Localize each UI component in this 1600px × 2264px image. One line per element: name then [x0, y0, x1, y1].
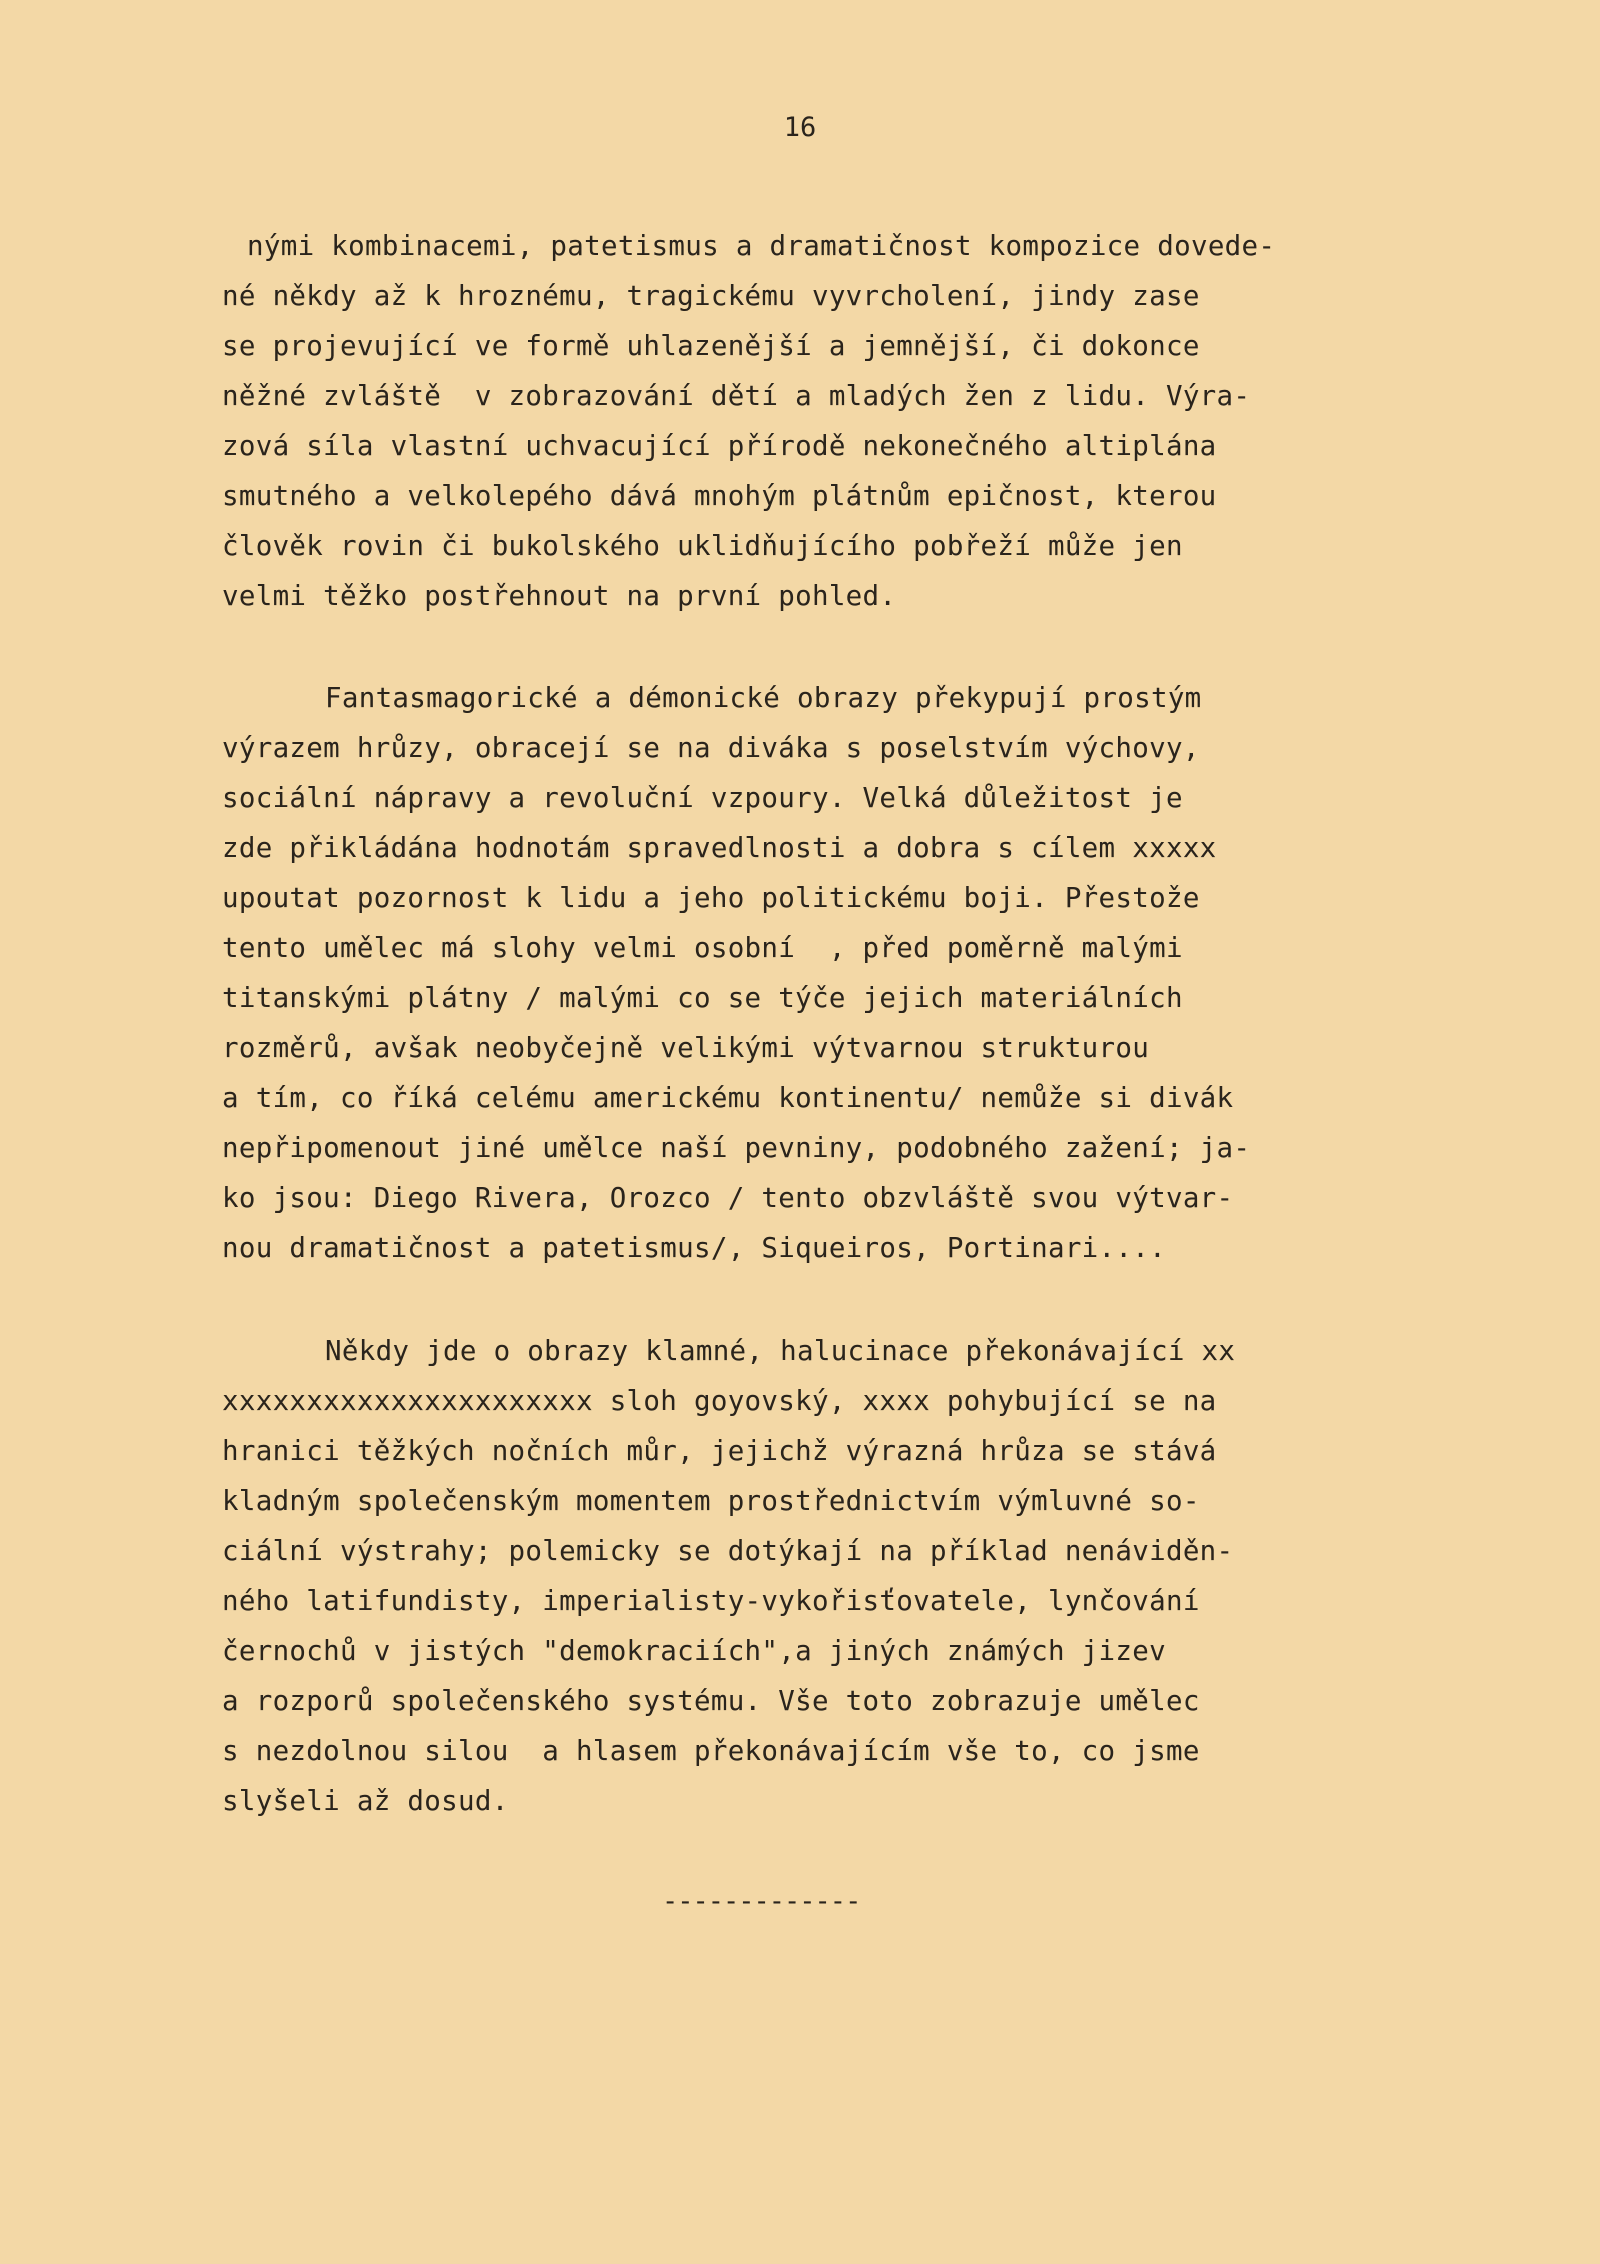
text-line: kladným společenským momentem prostřednictvím výmluvné so- — [222, 1485, 1200, 1517]
text-line: nou dramatičnost a patetismus/, Siqueiros, Portinari.... — [222, 1232, 1166, 1264]
text-line: velmi těžko postřehnout na první pohled. — [222, 580, 897, 612]
text-line: se projevující ve formě uhlazenější a jemnější, či dokonce — [222, 330, 1200, 362]
text-line: výrazem hrůzy, obracejí se na diváka s poselstvím výchovy, — [222, 732, 1200, 764]
text-line: né někdy až k hroznému, tragickému vyvrcholení, jindy zase — [222, 280, 1200, 312]
text-line: zová síla vlastní uchvacující přírodě nekonečného altiplána — [222, 430, 1217, 462]
text-line: smutného a velkolepého dává mnohým plátnům epičnost, kterou — [222, 480, 1217, 512]
text-line: xxxxxxxxxxxxxxxxxxxxxx sloh goyovský, xxxx pohybující se na — [222, 1385, 1217, 1417]
page-number: 16 — [783, 112, 817, 143]
text-line: Fantasmagorické a démonické obrazy překypují prostým — [325, 682, 1202, 714]
text-line: upoutat pozornost k lidu a jeho politickému boji. Přestože — [222, 882, 1200, 914]
text-line: něžné zvláště v zobrazování dětí a mladých žen z lidu. Výra- — [222, 380, 1251, 412]
closing-divider: ------------- — [662, 1886, 861, 1917]
text-line: ciální výstrahy; polemicky se dotýkají na příklad nenáviděn- — [222, 1535, 1234, 1567]
text-line: slyšeli až dosud. — [222, 1785, 509, 1817]
text-line: ného latifundisty, imperialisty-vykořisťovatele, lynčování — [222, 1585, 1200, 1617]
text-line: černochů v jistých "demokraciích",a jiných známých jizev — [222, 1635, 1166, 1667]
text-line: tento umělec má slohy velmi osobní , před poměrně malými — [222, 932, 1183, 964]
text-line: sociální nápravy a revoluční vzpoury. Velká důležitost je — [222, 782, 1183, 814]
text-line: s nezdolnou silou a hlasem překonávajícím vše to, co jsme — [222, 1735, 1200, 1767]
text-line: nepřipomenout jiné umělce naší pevniny, podobného zažení; ja- — [222, 1132, 1251, 1164]
text-line: ko jsou: Diego Rivera, Orozco / tento obzvláště svou výtvar- — [222, 1182, 1234, 1214]
text-line: titanskými plátny / malými co se týče jejich materiálních — [222, 982, 1183, 1014]
text-line: Někdy jde o obrazy klamné, halucinace překonávající xx — [325, 1335, 1236, 1367]
text-line: a rozporů společenského systému. Vše toto zobrazuje umělec — [222, 1685, 1200, 1717]
text-line: a tím, co říká celému americkému kontinentu/ nemůže si divák — [222, 1082, 1234, 1114]
text-line: nými kombinacemi, patetismus a dramatičnost kompozice dovede- — [247, 230, 1276, 262]
text-line: zde přikládána hodnotám spravedlnosti a dobra s cílem xxxxx — [222, 832, 1217, 864]
text-line: hranici těžkých nočních můr, jejichž výrazná hrůza se stává — [222, 1435, 1217, 1467]
text-line: člověk rovin či bukolského uklidňujícího pobřeží může jen — [222, 530, 1183, 562]
text-line: rozměrů, avšak neobyčejně velikými výtvarnou strukturou — [222, 1032, 1150, 1064]
